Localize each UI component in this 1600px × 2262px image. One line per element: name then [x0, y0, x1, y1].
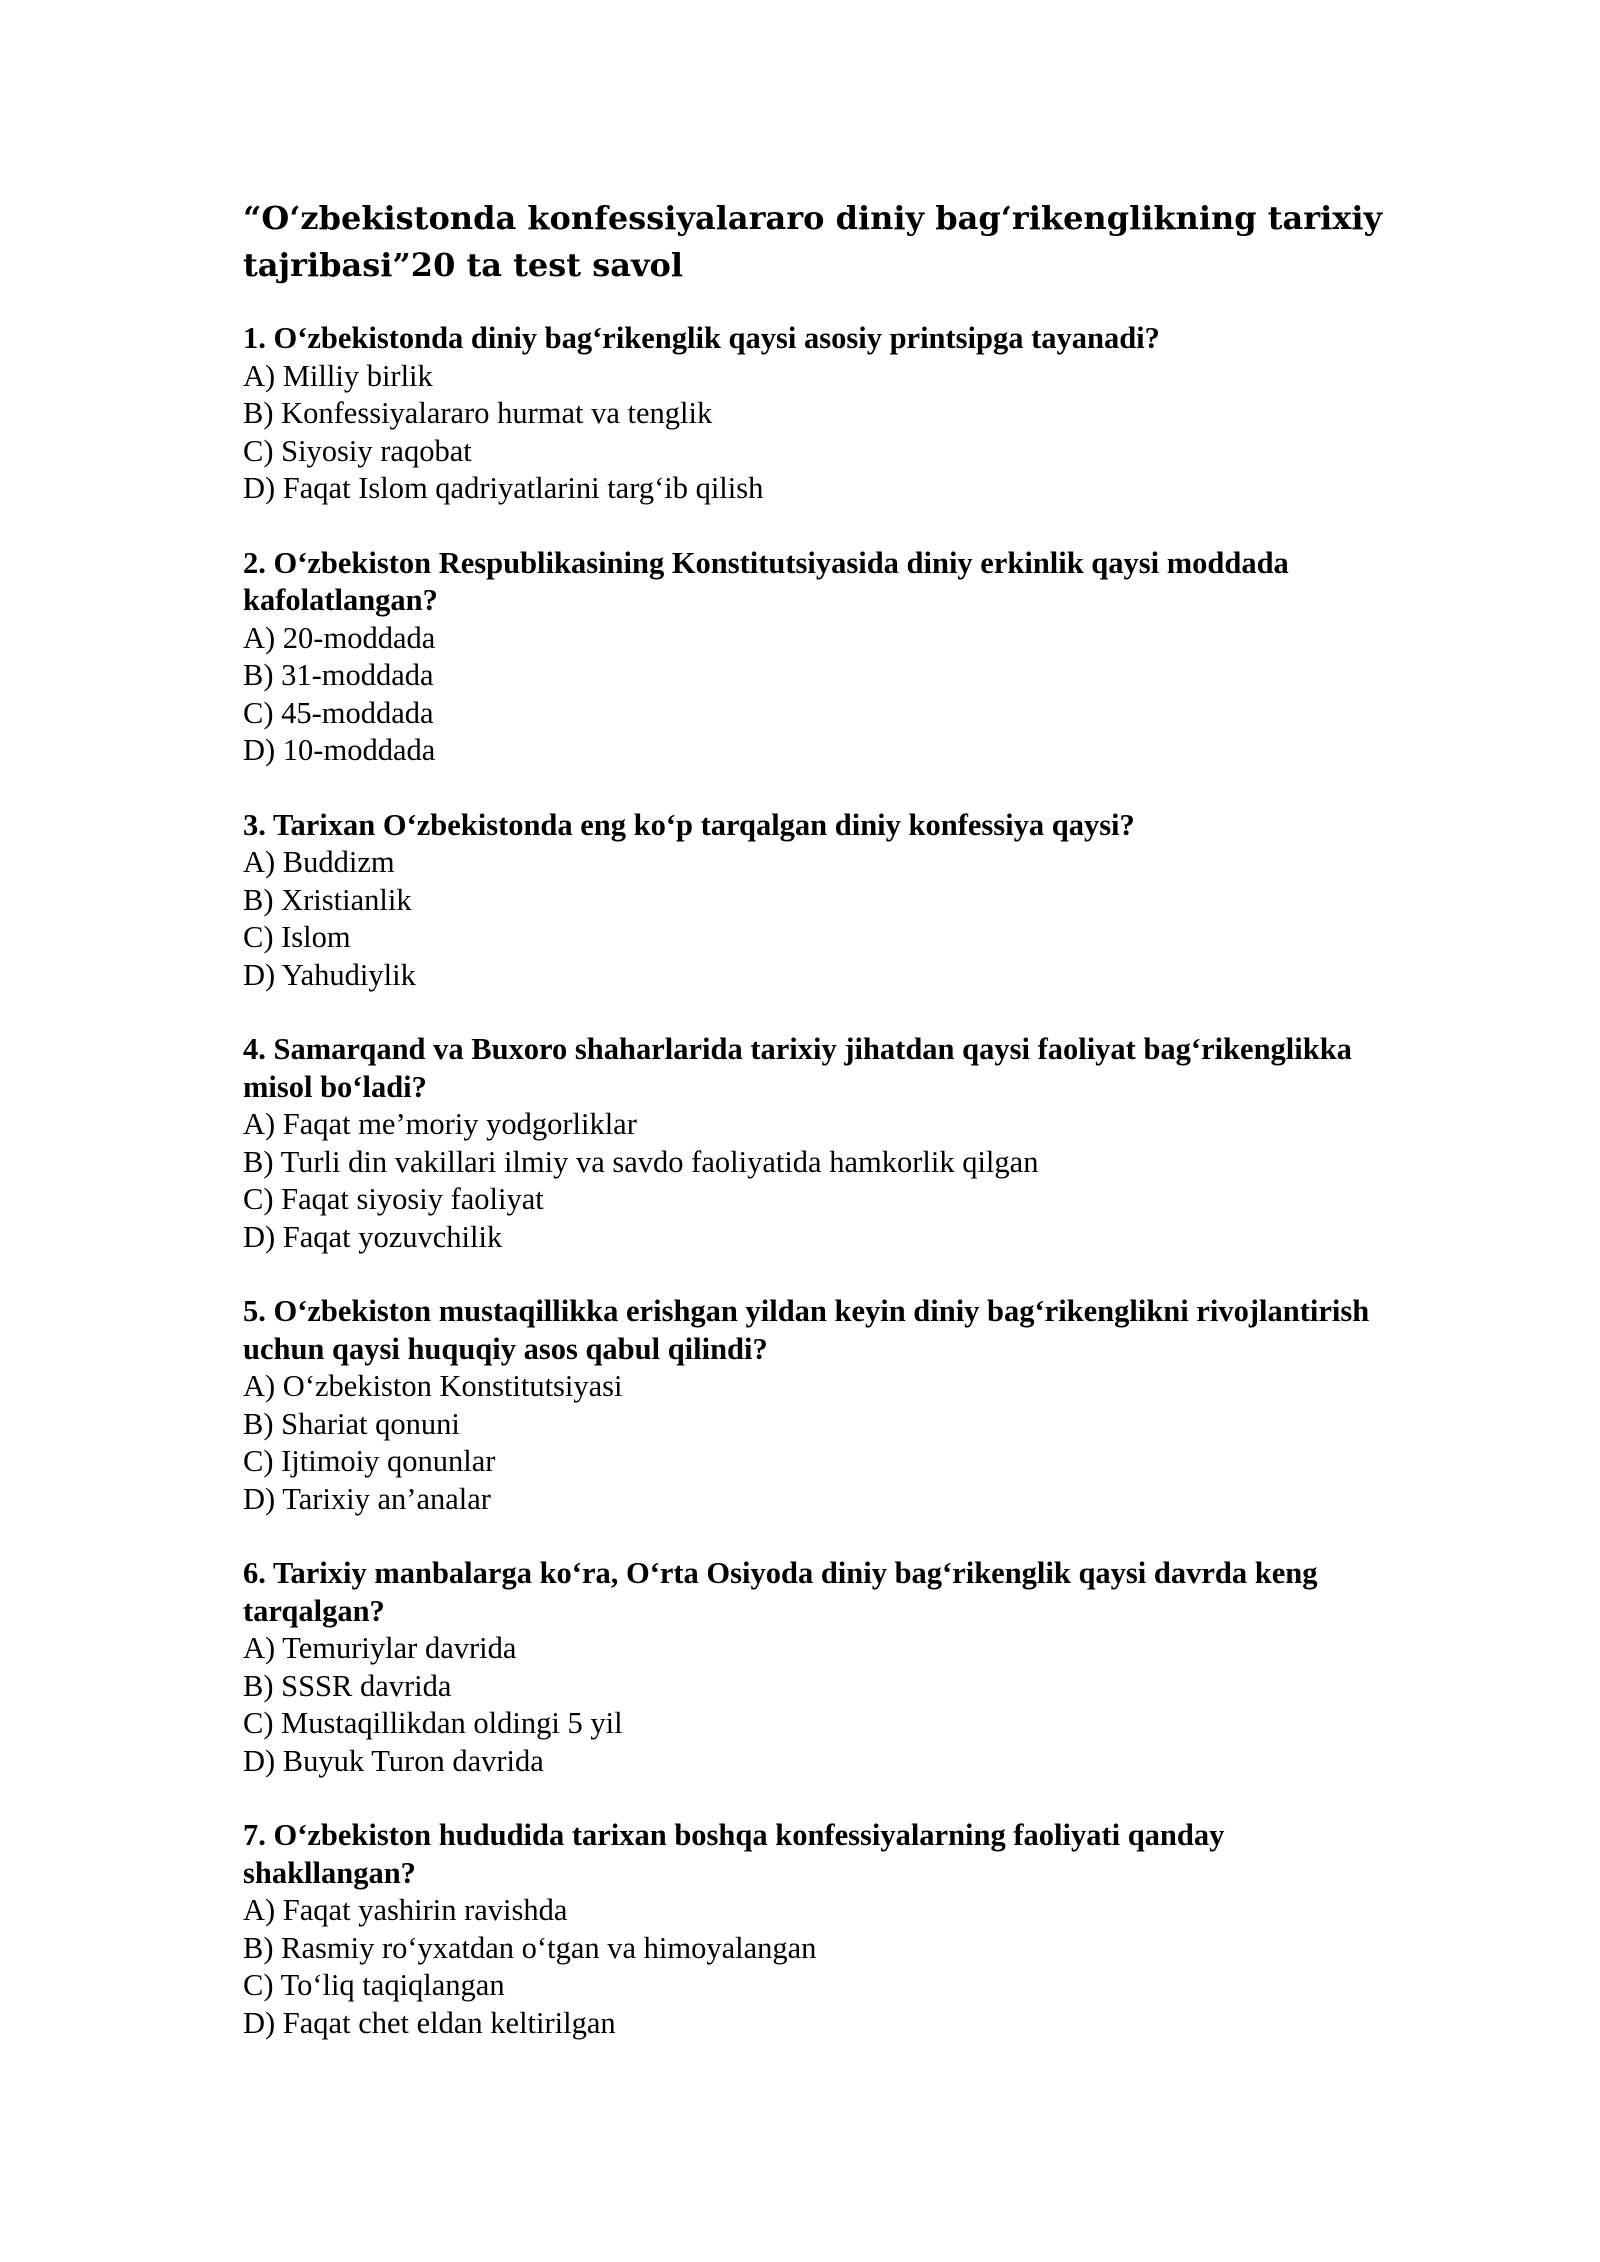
question-7 [243, 1817, 1393, 2042]
answer-option-b: B) SSSR davrida [243, 1668, 452, 1703]
answer-option-b: B) Turli din vakillari ilmiy va savdo faoliyatida hamkorlik qilgan [243, 1144, 1039, 1179]
question-6 [243, 1555, 1393, 1780]
answer-option-a: A) Milliy birlik [243, 358, 433, 393]
answer-option-a: A) 20-moddada [243, 620, 436, 655]
answer-option-c: C) To‘liq taqiqlangan [243, 1968, 505, 2002]
answer-option-b: B) 31-moddada [243, 658, 434, 692]
answer-option-d: D) Faqat Islom qadriyatlarini targ‘ib qilish [243, 471, 764, 505]
answer-option-a: A) Faqat yashirin ravishda [243, 1893, 568, 1927]
answer-option-c: C) Siyosiy raqobat [243, 433, 472, 468]
question-text: 2. O‘zbekiston Respublikasining Konstitutsiyasida diniy erkinlik qaysi moddada kafolatlangan? [243, 545, 1289, 617]
answer-option-d: D) Yahudiylik [243, 957, 416, 992]
answer-option-c: C) Islom [243, 920, 351, 954]
answer-option-c: C) Ijtimoiy qonunlar [243, 1444, 496, 1478]
question-4 [243, 1031, 1393, 1256]
answer-option-a: A) Faqat me’moriy yodgorliklar [243, 1107, 637, 1141]
question-text: 5. O‘zbekiston mustaqillikka erishgan yildan keyin diniy bag‘rikenglikni rivojlantirish uchun qaysi huquqiy asos qabul qilindi? [243, 1294, 1370, 1366]
answer-option-d: D) Buyuk Turon davrida [243, 1743, 544, 1778]
answer-option-c: C) 45-moddada [243, 695, 434, 730]
document-title: “O‘zbekistonda konfessiyalararo diniy bag‘rikenglikning tarixiy tajribasi”20 ta test savol [243, 199, 1383, 284]
question-3 [243, 807, 1393, 995]
answer-option-d: D) Tarixiy an’analar [243, 1481, 491, 1516]
answer-option-c: C) Faqat siyosiy faoliyat [243, 1182, 544, 1216]
answer-option-b: B) Rasmiy ro‘yxatdan o‘tgan va himoyalangan [243, 1930, 817, 1965]
answer-option-c: C) Mustaqillikdan oldingi 5 yil [243, 1706, 623, 1740]
answer-option-d: D) 10-moddada [243, 733, 436, 767]
question-text: 7. O‘zbekiston hududida tarixan boshqa konfessiyalarning faoliyati qanday shakllangan? [243, 1818, 1225, 1890]
answer-option-b: B) Konfessiyalararo hurmat va tenglik [243, 396, 713, 430]
question-5 [243, 1293, 1393, 1518]
answer-option-a: A) Temuriylar davrida [243, 1631, 517, 1665]
answer-option-b: B) Xristianlik [243, 882, 412, 917]
answer-option-a: A) Buddizm [243, 845, 395, 879]
answer-option-b: B) Shariat qonuni [243, 1406, 460, 1441]
answer-option-d: D) Faqat yozuvchilik [243, 1219, 503, 1254]
answer-option-a: A) O‘zbekiston Konstitutsiyasi [243, 1369, 623, 1403]
question-2 [243, 545, 1393, 770]
answer-option-d: D) Faqat chet eldan keltirilgan [243, 2005, 616, 2040]
document-content [243, 195, 1393, 2079]
question-text: 1. O‘zbekistonda diniy bag‘rikenglik qaysi asosiy printsipga tayanadi? [243, 321, 1160, 355]
question-1 [243, 320, 1393, 508]
question-text: 4. Samarqand va Buxoro shaharlarida tarixiy jihatdan qaysi faoliyat bag‘rikenglikka misol bo‘ladi? [243, 1032, 1352, 1104]
question-text: 6. Tarixiy manbalarga ko‘ra, O‘rta Osiyoda diniy bag‘rikenglik qaysi davrda keng tarqalgan? [243, 1556, 1318, 1628]
question-text: 3. Tarixan O‘zbekistonda eng ko‘p tarqalgan diniy konfessiya qaysi? [243, 807, 1135, 842]
